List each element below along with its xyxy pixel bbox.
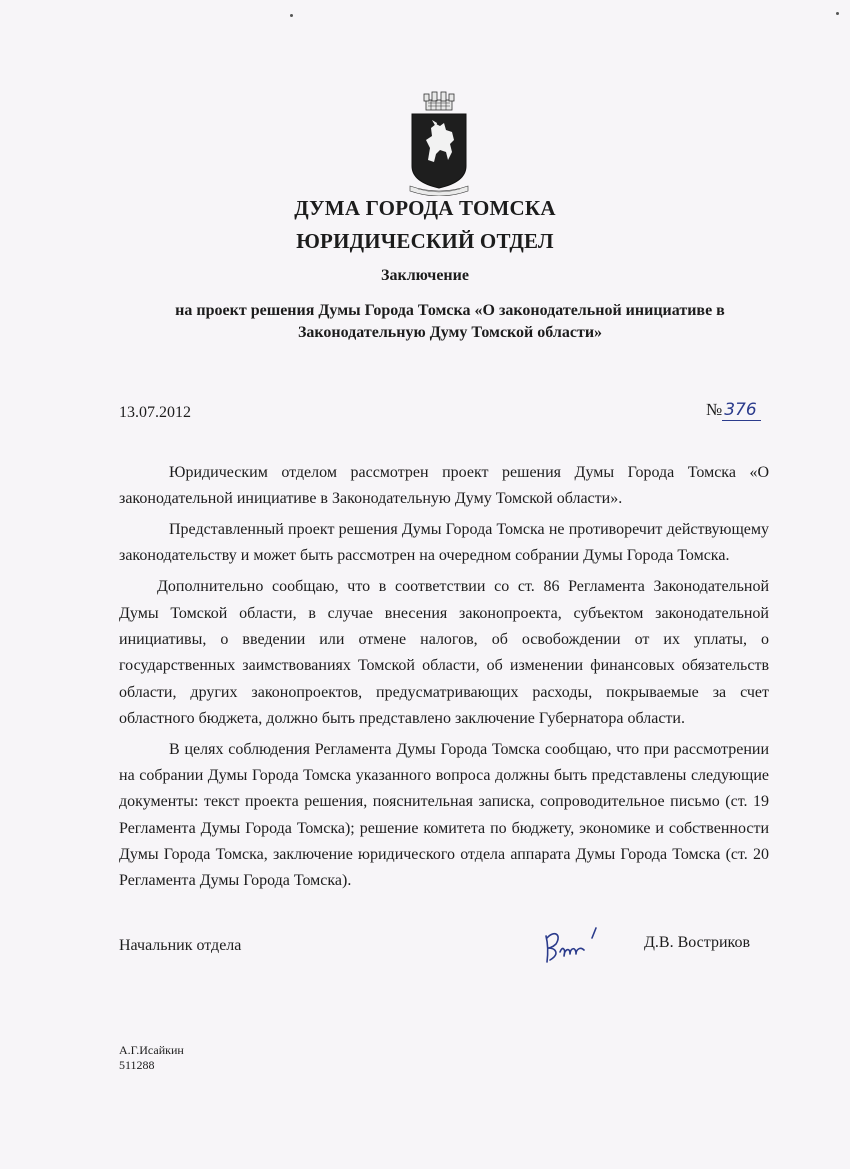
document-number xyxy=(706,400,761,420)
handwritten-signature xyxy=(538,918,612,968)
document-body xyxy=(119,460,769,899)
document-subject: на проект решения Думы Города Томска «О законодательной инициативе в Законодательную Думу Томской области» xyxy=(175,302,725,341)
scan-speck xyxy=(290,14,293,17)
body-paragraph: Представленный проект решения Думы Города Томска не противоречит действующему законодательству и может быть рассмотрен на очередном собрании Думы Города Томска. xyxy=(119,521,769,565)
document-date: 13.07.2012 xyxy=(119,404,191,421)
signer-name: Д.В. Востриков xyxy=(644,934,751,951)
department-name: ЮРИДИЧЕСКИЙ ОТДЕЛ xyxy=(296,229,554,253)
number-sign: № xyxy=(706,400,723,419)
body-paragraph: Юридическим отделом рассмотрен проект решения Думы Города Томска «О законодательной инициативе в Законодательную Думу Томской области». xyxy=(119,464,769,508)
executor-name: А.Г.Исайкин xyxy=(119,1043,184,1057)
body-paragraph: В целях соблюдения Регламента Думы Города Томска сообщаю, что при рассмотрении на собрании Думы Города Томска указанного вопроса должны быть представлены следующие документы: текст проекта решения, пояснительная записка, сопроводительное письмо (ст. 19 Регламента Думы Города Томска); решение комитета по бюджету, экономике и собственности Думы Города Томска, заключение юридического отдела аппарата Думы Города Томска (ст. 20 Регламента Думы Города Томска). xyxy=(119,740,769,890)
number-value: 376 xyxy=(722,400,760,421)
organization-name: ДУМА ГОРОДА ТОМСКА xyxy=(294,196,556,220)
executor-phone: 511288 xyxy=(119,1058,155,1072)
executor-info xyxy=(119,1043,184,1073)
city-coat-of-arms xyxy=(406,90,472,196)
document-type: Заключение xyxy=(381,267,469,284)
signer-position: Начальник отдела xyxy=(119,937,242,954)
scan-speck xyxy=(836,12,839,15)
body-paragraph: Дополнительно сообщаю, что в соответствии со ст. 86 Регламента Законодательной Думы Томской области, в случае внесения законопроекта, субъектом законодательной инициативы, о введении или отмене налогов, об освобождении от их уплаты, о государственных заимствованиях Томской области, об изменении финансовых обязательств области, других законопроектов, предусматривающих расходы, покрываемые за счет областного бюджета, должно быть представлено заключение Губернатора области. xyxy=(119,578,769,727)
